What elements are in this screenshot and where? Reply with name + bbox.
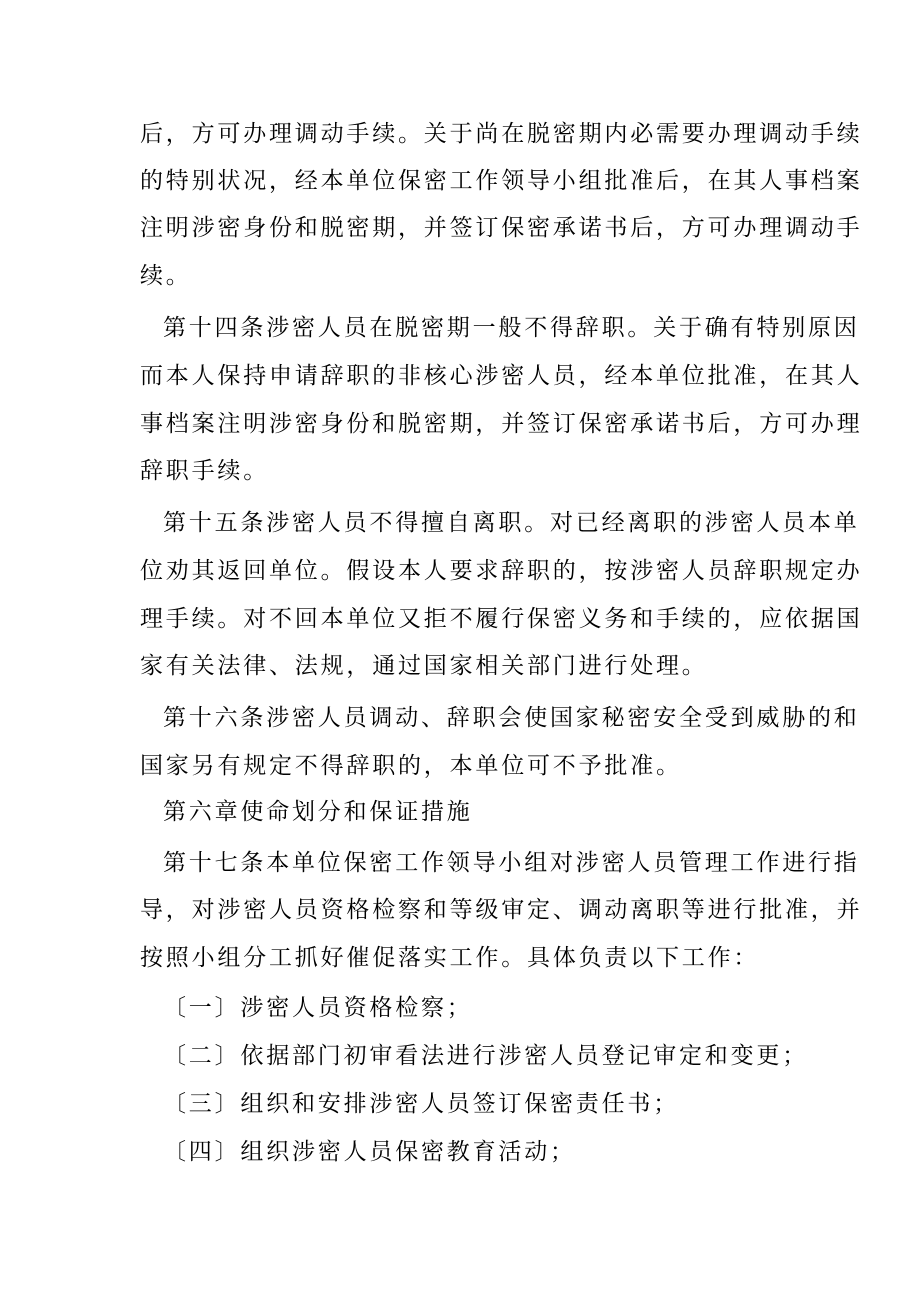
text-line: 而本人保持申请辞职的非核心涉密人员，经本单位批准，在其人 xyxy=(140,363,863,389)
chapter-heading: 第六章使命划分和保证措施 xyxy=(163,799,473,825)
text-line: 后，方可办理调动手续。关于尚在脱密期内必需要办理调动手续 xyxy=(140,121,863,147)
list-item: 〔三〕组织和安排涉密人员签订保密责任书； xyxy=(163,1091,679,1117)
text-line: 注明涉密身份和脱密期，并签订保密承诺书后，方可办理调动手 xyxy=(140,215,863,241)
paragraph-article-17: 第十七条本单位保密工作领导小组对涉密人员管理工作进行指 xyxy=(163,850,860,876)
text-line: 导，对涉密人员资格检察和等级审定、调动离职等进行批准，并 xyxy=(140,897,863,923)
text-line: 事档案注明涉密身份和脱密期，并签订保密承诺书后，方可办理 xyxy=(140,411,863,437)
list-item: 〔二〕依据部门初审看法进行涉密人员登记审定和变更； xyxy=(163,1043,808,1069)
text-line: 位劝其返回单位。假设本人要求辞职的，按涉密人员辞职规定办 xyxy=(140,558,863,584)
list-item: 〔四〕组织涉密人员保密教育活动； xyxy=(163,1139,576,1165)
paragraph-article-16: 第十六条涉密人员调动、辞职会使国家秘密安全受到威胁的和 xyxy=(163,705,860,731)
text-line: 按照小组分工抓好催促落实工作。具体负责以下工作： xyxy=(140,945,760,971)
paragraph-article-14: 第十四条涉密人员在脱密期一般不得辞职。关于确有特别原因 xyxy=(163,315,860,341)
text-line: 续。 xyxy=(140,263,192,289)
text-line: 辞职手续。 xyxy=(140,458,269,484)
text-line: 国家另有规定不得辞职的，本单位可不予批准。 xyxy=(140,753,682,779)
text-line: 家有关法律、法规，通过国家相关部门进行处理。 xyxy=(140,653,708,679)
paragraph-article-15: 第十五条涉密人员不得擅自离职。对已经离职的涉密人员本单 xyxy=(163,510,860,536)
text-line: 理手续。对不回本单位又拒不履行保密义务和手续的，应依据国 xyxy=(140,606,863,632)
text-line: 的特别状况，经本单位保密工作领导小组批准后，在其人事档案 xyxy=(140,168,863,194)
list-item: 〔一〕涉密人员资格检察； xyxy=(163,995,473,1021)
